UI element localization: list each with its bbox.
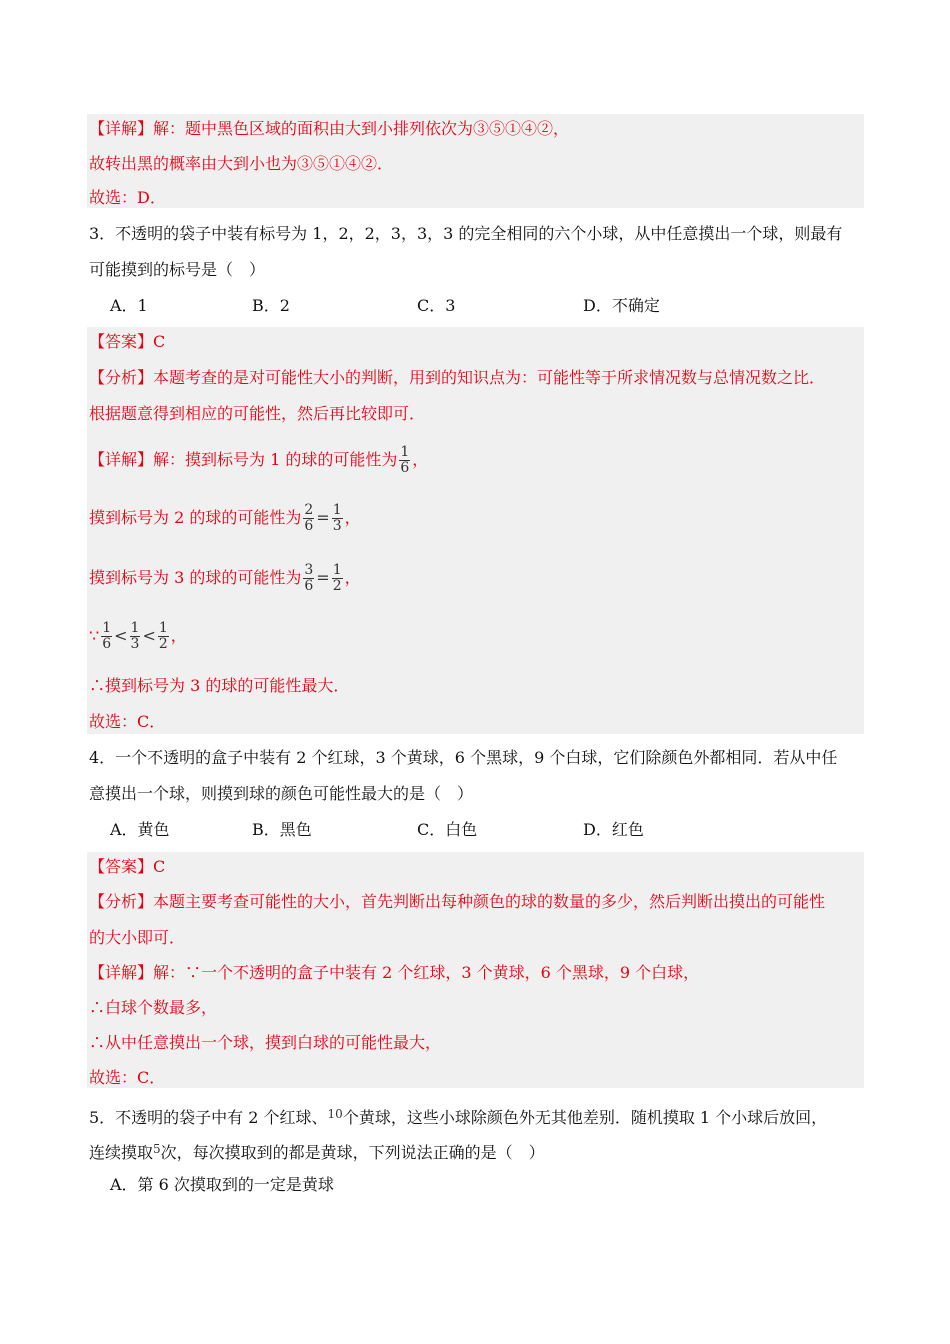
frac-den: 6	[304, 578, 314, 594]
q4-detail-line2: ∴白球个数最多，	[89, 998, 218, 1017]
frac-num: 1	[158, 620, 168, 636]
less-than-sign: <	[142, 626, 156, 645]
fraction-1-2	[332, 563, 343, 594]
frac-den: 3	[332, 518, 342, 534]
q4-option-b: B．黑色	[252, 820, 312, 839]
prev-detail: 【详解】解：题中黑色区域的面积由大到小排列依次为③⑤①④②，	[89, 119, 570, 138]
q4-choice: 故选：C．	[89, 1068, 166, 1087]
q3-detail-line3	[89, 554, 361, 602]
prev-choice: 故选：D．	[89, 188, 166, 207]
q5-stem-part4: 次，每次摸取到的都是黄球，下列说法正确的是（ ）	[160, 1143, 545, 1162]
q3-detail1-text: 【详解】解：摸到标号为 1 的球的可能性为	[89, 450, 398, 469]
q3-analysis-line2: 根据题意得到相应的可能性，然后再比较即可．	[89, 404, 426, 423]
frac-den: 6	[400, 460, 410, 476]
frac-den: 6	[102, 636, 112, 652]
frac-num: 1	[332, 502, 342, 518]
q3-option-a: A．1	[110, 296, 148, 315]
fraction-2-6	[303, 503, 314, 534]
comma: ，	[344, 508, 361, 527]
q3-detail2-text: 摸到标号为 2 的球的可能性为	[89, 508, 302, 527]
q4-stem-line2: 意摸出一个球，则摸到球的颜色可能性最大的是（ ）	[89, 784, 474, 803]
q5-number-10: 10	[327, 1107, 343, 1121]
q4-answer: 【答案】C	[89, 857, 166, 876]
frac-den: 2	[332, 578, 342, 594]
frac-num: 1	[130, 620, 140, 636]
frac-num: 1	[102, 620, 112, 636]
q5-stem-line2	[89, 1137, 545, 1165]
frac-num: 1	[332, 562, 342, 578]
frac-den: 6	[304, 518, 314, 534]
frac-den: 2	[158, 636, 168, 652]
q4-option-c: C．白色	[417, 820, 478, 839]
frac-num: 2	[304, 502, 314, 518]
equals-sign: =	[316, 508, 330, 527]
q3-option-d: D．不确定	[583, 296, 660, 315]
comma: ，	[170, 626, 187, 645]
q4-analysis-line1: 【分析】本题主要考查可能性的大小，首先判断出每种颜色的球的数量的多少，然后判断出摸出的可能性	[89, 892, 826, 911]
q3-detail-line1	[89, 436, 428, 484]
prev-detail-2: 故转出黑的概率由大到小也为③⑤①④②．	[89, 154, 394, 173]
q4-detail-line1: 【详解】解：∵一个不透明的盒子中装有 2 个红球，3 个黄球，6 个黑球，9 个白球，	[89, 963, 700, 982]
q3-therefore: ∴摸到标号为 3 的球的可能性最大．	[89, 676, 350, 695]
q4-option-a: A．黄色	[110, 820, 170, 839]
q5-stem-part2: 个黄球，这些小球除颜色外无其他差别．随机摸取 1 个小球后放回，	[342, 1108, 828, 1127]
fraction-1-2	[158, 621, 169, 652]
because-symbol: ∵	[89, 626, 100, 645]
comma: ，	[412, 450, 429, 469]
fraction-3-6	[303, 563, 314, 594]
q3-detail-line2	[89, 494, 361, 542]
q3-stem-line1: 3．不透明的袋子中装有标号为 1，2，2，3，3，3 的完全相同的六个小球，从中任意摸出一个球，则最有	[89, 224, 843, 243]
frac-den: 3	[130, 636, 140, 652]
q3-stem-line2: 可能摸到的标号是（ ）	[89, 260, 266, 279]
q3-option-c: C．3	[417, 296, 456, 315]
fraction-1-3	[332, 503, 343, 534]
q4-option-d: D．红色	[583, 820, 644, 839]
q5-option-a: A．第 6 次摸取到的一定是黄球	[110, 1175, 334, 1194]
q5-number-5: 5	[153, 1142, 161, 1156]
q5-stem-line1	[89, 1102, 827, 1130]
q3-option-b: B．2	[252, 296, 290, 315]
q5-stem-part1: 5．不透明的袋子中有 2 个红球、	[89, 1108, 328, 1127]
comma: ，	[344, 568, 361, 587]
equals-sign: =	[316, 568, 330, 587]
fraction-1-6	[101, 621, 112, 652]
q5-stem-part3: 连续摸取	[89, 1143, 154, 1162]
q4-stem-line1: 4．一个不透明的盒子中装有 2 个红球，3 个黄球，6 个黑球，9 个白球，它们除颜色外都相同．若从中任	[89, 748, 838, 767]
frac-num: 3	[304, 562, 314, 578]
q4-analysis-line2: 的大小即可．	[89, 928, 186, 947]
frac-num: 1	[400, 444, 410, 460]
q4-detail-line3: ∴从中任意摸出一个球，摸到白球的可能性最大，	[89, 1033, 442, 1052]
q3-detail3-text: 摸到标号为 3 的球的可能性为	[89, 568, 302, 587]
q3-analysis-line1: 【分析】本题考查的是对可能性大小的判断，用到的知识点为：可能性等于所求情况数与总情况数之比．	[89, 368, 826, 387]
q3-choice: 故选：C．	[89, 712, 166, 731]
q3-comparison-line	[89, 612, 187, 660]
fraction-1-3	[130, 621, 141, 652]
fraction-1-6	[399, 445, 410, 476]
less-than-sign: <	[114, 626, 128, 645]
q3-answer: 【答案】C	[89, 332, 166, 351]
